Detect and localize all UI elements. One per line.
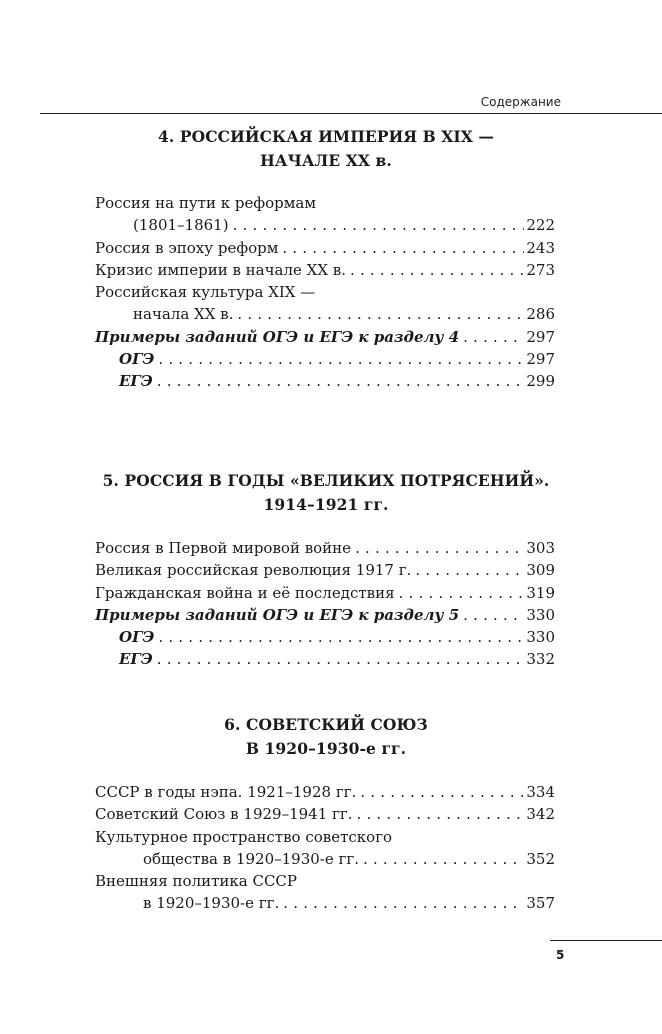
toc-list-section-4	[95, 192, 555, 393]
dot-leader	[359, 848, 524, 870]
section-title-line: 6. СОВЕТСКИЙ СОЮЗ	[224, 715, 428, 734]
toc-entry-label: СССР в годы нэпа. 1921–1928 гг.	[95, 783, 357, 801]
toc-entry-page: 243	[526, 238, 555, 257]
toc-entry[interactable]	[95, 870, 555, 892]
toc-entry-page: 332	[526, 650, 555, 669]
toc-entry[interactable]	[95, 803, 555, 825]
toc-entry[interactable]	[95, 303, 555, 325]
toc-entry-label: Кризис империи в начале XX в.	[95, 260, 346, 279]
section-title-line: 1914–1921 гг.	[263, 495, 389, 514]
dot-leader	[154, 626, 524, 648]
toc-entry-label: Россия в Первой мировой войне	[95, 539, 352, 557]
toc-entry-label: Примеры заданий ОГЭ и ЕГЭ к разделу 4	[95, 327, 460, 346]
dot-leader	[351, 537, 524, 559]
dot-leader	[229, 214, 525, 236]
toc-entry-label: Примеры заданий ОГЭ и ЕГЭ к разделу 5	[95, 605, 460, 624]
toc-entry[interactable]	[95, 237, 555, 259]
dot-leader	[233, 303, 524, 325]
toc-entry[interactable]	[95, 559, 555, 581]
section-title-line: НАЧАЛЕ XX в.	[260, 151, 392, 170]
toc-entry-label: ЕГЭ	[119, 650, 153, 669]
dot-leader	[353, 803, 525, 825]
toc-entry-ege[interactable]	[95, 370, 555, 392]
toc-entry-label: общества в 1920–1930-е гг.	[143, 849, 359, 868]
toc-entry-page: 299	[526, 372, 555, 391]
footer-rule	[550, 940, 662, 941]
section-title-4	[80, 125, 572, 173]
section-title-line: 5. РОССИЯ В ГОДЫ «ВЕЛИКИХ ПОТРЯСЕНИЙ».	[102, 471, 550, 490]
toc-entry-page: 334	[526, 783, 555, 801]
toc-entry-label: Внешняя политика СССР	[95, 872, 297, 891]
toc-entry-page: 303	[526, 539, 555, 557]
toc-entry[interactable]	[95, 281, 555, 303]
toc-entry-page: 330	[526, 628, 555, 647]
dot-leader	[346, 259, 524, 281]
dot-leader	[154, 348, 524, 370]
dot-leader	[356, 781, 524, 803]
toc-entry-page: 319	[526, 583, 555, 602]
toc-entry-label: Великая российская революция 1917 г.	[95, 561, 412, 580]
toc-entry-page: 352	[526, 849, 555, 868]
dot-leader	[459, 326, 524, 348]
toc-entry-oge[interactable]	[95, 626, 555, 648]
dot-leader	[395, 582, 525, 604]
toc-entry-page: 357	[526, 894, 555, 913]
toc-entry-label: ОГЭ	[119, 628, 155, 647]
toc-entry[interactable]	[95, 259, 555, 281]
toc-entry[interactable]	[95, 582, 555, 604]
toc-entry-page: 273	[526, 260, 555, 279]
toc-entry-page: 309	[526, 561, 555, 580]
section-title-line: В 1920–1930-е гг.	[245, 739, 407, 758]
dot-leader	[153, 370, 525, 392]
toc-entry-label: Советский Союз в 1929–1941 гг.	[95, 805, 353, 824]
toc-entry-page: 222	[526, 216, 555, 235]
toc-entry-label: Гражданская война и её последствия	[95, 583, 395, 602]
toc-entry[interactable]	[95, 826, 555, 848]
dot-leader	[278, 237, 524, 259]
toc-entry[interactable]	[95, 537, 555, 559]
running-head: Содержание	[480, 95, 561, 109]
toc-entry-oge[interactable]	[95, 348, 555, 370]
section-title-6	[80, 713, 572, 761]
toc-entry-page: 297	[526, 327, 555, 346]
toc-entry-label: в 1920–1930-е гг.	[143, 894, 280, 913]
toc-entry-page: 342	[526, 805, 555, 824]
toc-entry-page: 330	[526, 605, 555, 624]
header-rule	[40, 113, 662, 114]
toc-entry-page: 297	[526, 350, 555, 369]
dot-leader	[459, 604, 524, 626]
page-number: 5	[556, 948, 565, 962]
toc-entry[interactable]	[95, 192, 555, 214]
toc-entry-ege[interactable]	[95, 648, 555, 670]
toc-entry[interactable]	[95, 892, 555, 914]
dot-leader	[279, 892, 524, 914]
toc-entry-label: ЕГЭ	[119, 372, 153, 391]
toc-entry[interactable]	[95, 214, 555, 236]
toc-entry-label: Российская культура XIX —	[95, 283, 316, 302]
toc-entry-exam-examples[interactable]	[95, 604, 555, 626]
toc-entry-label: Россия в эпоху реформ	[95, 238, 279, 257]
toc-entry-label: Россия на пути к реформам	[95, 194, 317, 212]
toc-entry[interactable]	[95, 848, 555, 870]
toc-entry[interactable]	[95, 781, 555, 803]
toc-entry-exam-examples[interactable]	[95, 326, 555, 348]
dot-leader	[411, 559, 524, 581]
section-title-5	[80, 469, 572, 517]
toc-list-section-5	[95, 537, 555, 671]
section-title-line: 4. РОССИЙСКАЯ ИМПЕРИЯ В XIX —	[157, 127, 495, 146]
toc-entry-label: Культурное пространство советского	[95, 827, 393, 846]
toc-entry-label: (1801–1861)	[133, 216, 229, 235]
toc-entry-label: начала XX в.	[133, 305, 234, 324]
dot-leader	[153, 648, 525, 670]
toc-entry-label: ОГЭ	[119, 350, 155, 369]
toc-list-section-6	[95, 781, 555, 915]
toc-entry-page: 286	[526, 305, 555, 324]
